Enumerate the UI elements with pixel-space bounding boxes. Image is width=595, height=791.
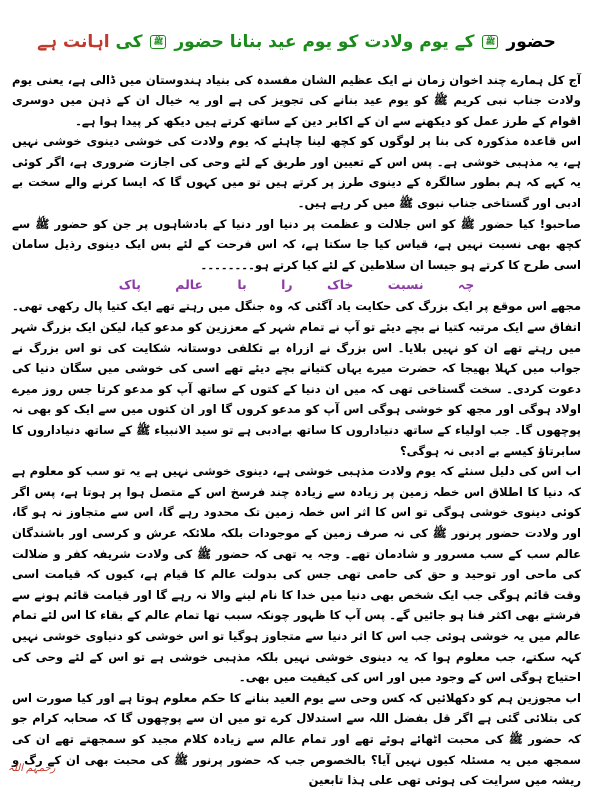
persian-verse: چہ نسبت خاک را با عالم پاک: [118, 277, 475, 293]
title-part-ki: کی: [115, 32, 143, 52]
paragraph-1: آج کل ہمارے چند اخوان زمان نے ایک عظیم الشان مفسدہ کی بنیاد ہندوستان میں ڈالی ہے، یعنی یوم ولادت جناب نبی کریم ﷺ کو یوم عید بنانے کی تجویز کی ہے اور یہ خیال ان کے ذہن میں دوسری اقوام کے طرز عمل کو دیکھنے سے ان کے اکابر دین کے ساتھ کرتے ہیں دیکھ کر پیدا ہوا ہے۔: [12, 72, 581, 128]
title-part-ihanat: اہانت ہے: [37, 32, 110, 52]
saw-honorific-icon: ﷺ: [482, 35, 498, 49]
paragraph-4: مجھے اس موقع پر ایک بزرگ کی حکایت یاد آگئی کہ وہ جنگل میں رہتے تھے ایک کتیا پال رکھی تھی۔ اتفاق سے ایک مرتبہ کتیا نے بچے دیئے تو آپ نے تمام شہر کے معززین کو مدعو کیا، لیکن ایک بزرگ شہر میں رہتے تھے ان کو نہیں بلایا۔ اس بزرگ نے ازراہ بے تکلفی دوستانہ شکایت کی تو اس بزرگ نے جواب میں کہلا بھیجا کہ حضرت میرے یہاں کتیانے بچے دیئے تھے اسی کی خوشی میں سگان دنیا کی دعوت کردی۔ سخت گستاخی تھی کہ میں ان دنیا کے کتوں کے ساتھ آپ کو مدعو کرتا جس روز میرے اولاد ہوگی اور مجھ کو خوشی ہوگی اس آپ کو مدعو کروں گا اور ان کتوں میں سے ایک کو بھی نہ پوچھوں گا۔ جب اولیاء کے ساتھ دنیاداروں کا ساتھ بےادبی ہے تو سید الانبیاء ﷺ کے ساتھ دنیاداروں کا سابرتاؤ کیسے بے ادبی نہ ہوگی؟: [12, 299, 581, 458]
paragraph-2: اس قاعدہ مذکورہ کی بنا پر لوگوں کو کچھ لینا چاہئے کہ یوم ولادت کی خوشی دینوی خوشی نہیں ہے، یہ مذہبی خوشی ہے۔ پس اس کے تعیین اور طریق کے لئے وحی کی اجازت ضروری ہے، اگر کوئی یہ کہے کہ ہم بطور سالگرہ کے دینوی طرز پر کرتے ہیں تو میں کہوں گا کہ ایسا کرنے والے سخت بے ادبی اور گستاخی جناب نبوی ﷺ میں کر رہے ہیں۔: [12, 134, 581, 211]
title-part-main: کے یوم ولادت کو یوم عید بنانا: [229, 32, 475, 52]
paragraph-3: [12, 214, 581, 276]
page-title: [12, 30, 581, 56]
paragraph-3-dots: ۔۔۔۔۔۔۔: [200, 257, 249, 272]
paragraph-5: اب اس کی دلیل سنئے کہ یوم ولادت مذہبی خوشی ہے، دینوی خوشی نہیں ہے یہ تو سب کو معلوم ہے کہ دنیا کا اطلاق اس خطہ زمین پر زیادہ سے زیادہ چند فرسخ اس کے متصل ہوا پر ہوتا ہے، پس اگر کوئی دینوی خوشی ہوگی تو اس کا اثر اس خطہ زمین تک محدود رہے گا، اس سے متجاوز نہ ہو گا، اور ولادت حضور پرنور ﷺ کی نہ صرف زمین کے موجودات بلکہ ملائکہ عرش و کرسی اور باشندگان عالم سب کے سب مسرور و شادمان تھے۔ وجہ یہ تھی کہ حضور ﷺ کی ولادت شریفہ کفر و ضلالت کی ماحی اور توحید و حق کی حامی تھی جس کی بدولت عالم کا قیام ہے، کیوں کہ قیامت اسی وقت قائم ہوگی جب ایک شخص بھی دنیا میں خدا کا نام لینے والا نہ رہے گا اور قیامت قائم ہونے سے فرشتے بھی اکثر فنا ہو جائیں گے۔ پس آپ کا ظہور چونکہ سبب تھا تمام عالم کے بقاء کا اس لئے تمام عالم میں یہ خوشی ہوئی جب اس کا اثر دنیا سے متجاوز ہوگیا تو اس خوشی کو دنیاوی خوشی نہیں کہہ سکتے، جب معلوم ہوا کہ یہ دینوی خوشی نہیں بلکہ مذہبی خوشی ہے تو اس کے لئے وحی کی احتیاج ہوگی اس کے وجود میں اور اس کی کیفیت میں بھی۔: [12, 464, 581, 685]
paragraph-6: اب مجوزین ہم کو دکھلائیں کہ کس وحی سے یوم العید بنانے کا حکم معلوم ہوتا ہے اور کیا صورت اس کی بتلائی گئی ہے اگر قل بفضل اللہ سے استدلال کرے تو میں ان سے پوچھوں گا کہ صحابہ کرام جو کہ حضور ﷺ کی محبت اٹھائے ہوئے تھے اور تمام عالم سے زیادہ کلام مجید کو سمجھتے تھے ان کی سمجھ میں یہ مسئلہ کیوں نہیں آیا؟ بالخصوص جب کہ حضور پرنور ﷺ کی محبت بھی ان کے رگ و ریشہ میں سرایت کی ہوئی تھی علی ہذا تابعین: [12, 690, 581, 788]
paragraph-3-text: صاحبو! کیا حضور ﷺ کو اس جلالت و عظمت پر دنیا اور دنیا کے بادشاہوں پر جن کو حضور ﷺ سے کچھ بھی نسبت نہیں ہے، قیاس کیا جا سکتا ہے، کہ اس فرحت کے لئے بس ایک دینوی رذیل سامان اسی طرح کا کرتے ہو جیسا ان سلاطین کے لئے کیا کرتے ہو۔: [12, 216, 581, 272]
title-part-hazoor: حضور: [506, 32, 556, 52]
saw-honorific-icon: ﷺ: [150, 35, 166, 49]
title-part-hazoor-2: حضور: [174, 32, 224, 52]
dua-note: رحمہم اللہ: [8, 763, 56, 774]
